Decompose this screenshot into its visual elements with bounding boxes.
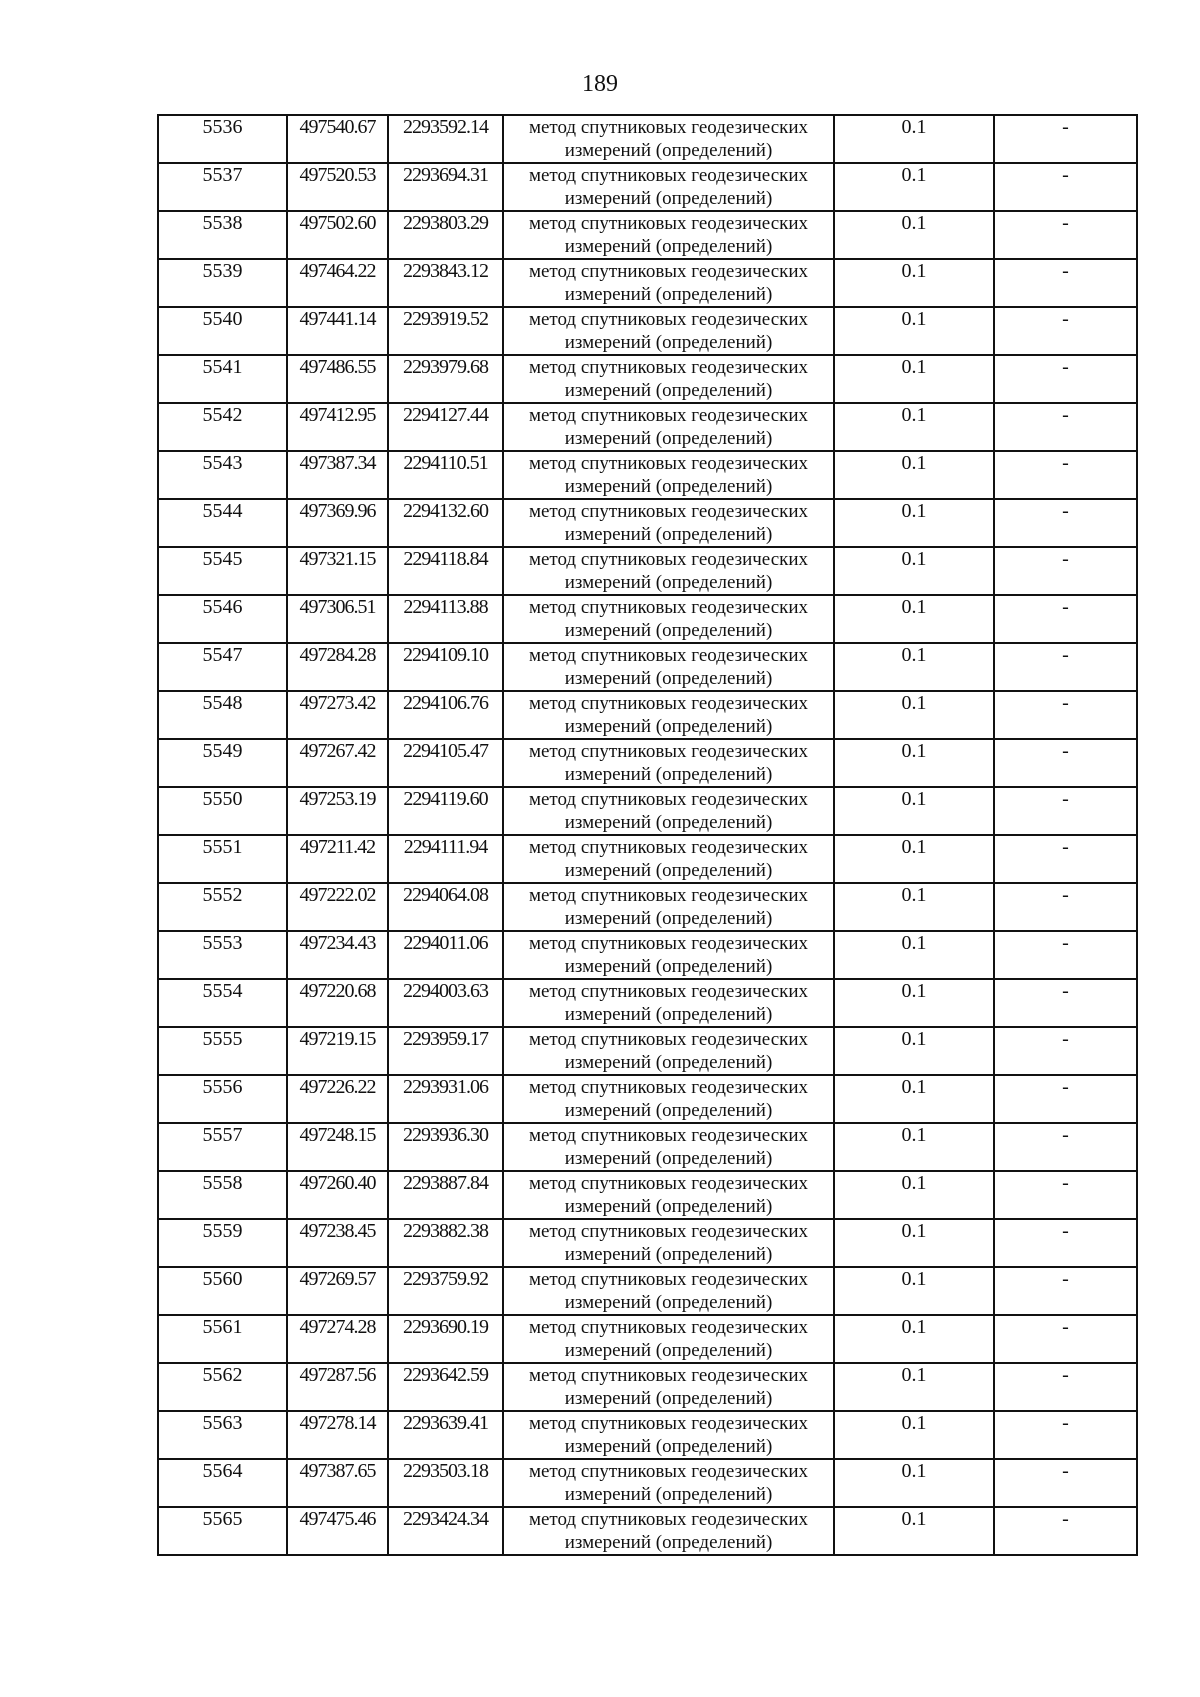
accuracy-cell: 0.1 (834, 1363, 994, 1411)
point-number-cell: 5551 (158, 835, 287, 883)
table-row (158, 547, 1137, 595)
note-cell: - (994, 1219, 1137, 1267)
x-coordinate-cell: 497464.22 (287, 259, 388, 307)
method-text-line-2: измерений (определений) (564, 188, 773, 209)
accuracy-cell: 0.1 (834, 259, 994, 307)
method-cell (503, 307, 834, 355)
method-cell (503, 115, 834, 163)
x-coordinate-cell: 497226.22 (287, 1075, 388, 1123)
note-cell: - (994, 883, 1137, 931)
method-cell (503, 355, 834, 403)
accuracy-cell: 0.1 (834, 691, 994, 739)
note-cell: - (994, 259, 1137, 307)
y-coordinate-cell: 2293503.18 (388, 1459, 503, 1507)
y-coordinate-cell: 2293959.17 (388, 1027, 503, 1075)
table-row (158, 403, 1137, 451)
x-coordinate-cell: 497238.45 (287, 1219, 388, 1267)
note-cell: - (994, 163, 1137, 211)
method-text-line-1: метод спутниковых геодезических (528, 213, 809, 234)
method-cell (503, 691, 834, 739)
point-number-cell: 5542 (158, 403, 287, 451)
y-coordinate-cell: 2294106.76 (388, 691, 503, 739)
table-row (158, 1027, 1137, 1075)
method-cell (503, 787, 834, 835)
method-text-line-2: измерений (определений) (564, 620, 773, 641)
x-coordinate-cell: 497306.51 (287, 595, 388, 643)
method-text-line-1: метод спутниковых геодезических (528, 981, 809, 1002)
method-cell (503, 643, 834, 691)
accuracy-cell: 0.1 (834, 1027, 994, 1075)
x-coordinate-cell: 497269.57 (287, 1267, 388, 1315)
method-cell (503, 1315, 834, 1363)
method-text-line-1: метод спутниковых геодезических (528, 1317, 809, 1338)
point-number-cell: 5549 (158, 739, 287, 787)
method-text-line-2: измерений (определений) (564, 284, 773, 305)
note-cell: - (994, 1363, 1137, 1411)
x-coordinate-cell: 497253.19 (287, 787, 388, 835)
note-cell: - (994, 307, 1137, 355)
method-text-line-1: метод спутниковых геодезических (528, 357, 809, 378)
y-coordinate-cell: 2293843.12 (388, 259, 503, 307)
note-cell: - (994, 355, 1137, 403)
x-coordinate-cell: 497540.67 (287, 115, 388, 163)
point-number-cell: 5536 (158, 115, 287, 163)
note-cell: - (994, 931, 1137, 979)
accuracy-cell: 0.1 (834, 835, 994, 883)
x-coordinate-cell: 497284.28 (287, 643, 388, 691)
method-cell (503, 1123, 834, 1171)
y-coordinate-cell: 2294105.47 (388, 739, 503, 787)
y-coordinate-cell: 2293803.29 (388, 211, 503, 259)
x-coordinate-cell: 497260.40 (287, 1171, 388, 1219)
table-row (158, 1171, 1137, 1219)
table-row (158, 355, 1137, 403)
table-row (158, 835, 1137, 883)
method-cell (503, 163, 834, 211)
method-text-line-1: метод спутниковых геодезических (528, 165, 809, 186)
point-number-cell: 5548 (158, 691, 287, 739)
point-number-cell: 5539 (158, 259, 287, 307)
method-text-line-2: измерений (определений) (564, 1340, 773, 1361)
accuracy-cell: 0.1 (834, 643, 994, 691)
method-cell (503, 547, 834, 595)
point-number-cell: 5553 (158, 931, 287, 979)
table-row (158, 931, 1137, 979)
method-cell (503, 1267, 834, 1315)
accuracy-cell: 0.1 (834, 547, 994, 595)
accuracy-cell: 0.1 (834, 787, 994, 835)
method-text-line-1: метод спутниковых геодезических (528, 1173, 809, 1194)
method-text-line-1: метод спутниковых геодезических (528, 693, 809, 714)
x-coordinate-cell: 497387.34 (287, 451, 388, 499)
note-cell: - (994, 1075, 1137, 1123)
note-cell: - (994, 691, 1137, 739)
method-text-line-2: измерений (определений) (564, 1532, 773, 1553)
point-number-cell: 5546 (158, 595, 287, 643)
accuracy-cell: 0.1 (834, 595, 994, 643)
method-text-line-2: измерений (определений) (564, 380, 773, 401)
y-coordinate-cell: 2293882.38 (388, 1219, 503, 1267)
method-text-line-2: измерений (определений) (564, 524, 773, 545)
table-row (158, 595, 1137, 643)
method-text-line-2: измерений (определений) (564, 1148, 773, 1169)
x-coordinate-cell: 497369.96 (287, 499, 388, 547)
note-cell: - (994, 115, 1137, 163)
method-text-line-1: метод спутниковых геодезических (528, 933, 809, 954)
table-row (158, 1075, 1137, 1123)
method-cell (503, 403, 834, 451)
point-number-cell: 5544 (158, 499, 287, 547)
method-text-line-1: метод спутниковых геодезических (528, 885, 809, 906)
method-text-line-2: измерений (определений) (564, 956, 773, 977)
x-coordinate-cell: 497219.15 (287, 1027, 388, 1075)
method-text-line-2: измерений (определений) (564, 1292, 773, 1313)
note-cell: - (994, 403, 1137, 451)
coordinates-table (157, 114, 1138, 1556)
point-number-cell: 5550 (158, 787, 287, 835)
method-cell (503, 1219, 834, 1267)
method-text-line-2: измерений (определений) (564, 428, 773, 449)
accuracy-cell: 0.1 (834, 115, 994, 163)
x-coordinate-cell: 497211.42 (287, 835, 388, 883)
note-cell: - (994, 1171, 1137, 1219)
method-text-line-2: измерений (определений) (564, 1436, 773, 1457)
method-text-line-1: метод спутниковых геодезических (528, 549, 809, 570)
method-text-line-1: метод спутниковых геодезических (528, 117, 809, 138)
method-text-line-2: измерений (определений) (564, 716, 773, 737)
y-coordinate-cell: 2293424.34 (388, 1507, 503, 1555)
table-row (158, 499, 1137, 547)
method-text-line-2: измерений (определений) (564, 1004, 773, 1025)
note-cell: - (994, 979, 1137, 1027)
accuracy-cell: 0.1 (834, 403, 994, 451)
table-row (158, 451, 1137, 499)
note-cell: - (994, 1507, 1137, 1555)
accuracy-cell: 0.1 (834, 739, 994, 787)
accuracy-cell: 0.1 (834, 1075, 994, 1123)
point-number-cell: 5564 (158, 1459, 287, 1507)
method-cell (503, 1171, 834, 1219)
method-text-line-1: метод спутниковых геодезических (528, 1029, 809, 1050)
point-number-cell: 5537 (158, 163, 287, 211)
method-cell (503, 1075, 834, 1123)
method-cell (503, 1027, 834, 1075)
accuracy-cell: 0.1 (834, 979, 994, 1027)
method-text-line-1: метод спутниковых геодезических (528, 1077, 809, 1098)
note-cell: - (994, 595, 1137, 643)
y-coordinate-cell: 2293690.19 (388, 1315, 503, 1363)
method-cell (503, 1507, 834, 1555)
y-coordinate-cell: 2293979.68 (388, 355, 503, 403)
accuracy-cell: 0.1 (834, 1267, 994, 1315)
accuracy-cell: 0.1 (834, 883, 994, 931)
method-text-line-2: измерений (определений) (564, 1100, 773, 1121)
table-row (158, 1459, 1137, 1507)
coordinates-table-body (158, 115, 1137, 1555)
table-row (158, 1315, 1137, 1363)
note-cell: - (994, 1027, 1137, 1075)
method-text-line-1: метод спутниковых геодезических (528, 1269, 809, 1290)
y-coordinate-cell: 2294110.51 (388, 451, 503, 499)
table-row (158, 1363, 1137, 1411)
y-coordinate-cell: 2294113.88 (388, 595, 503, 643)
method-cell (503, 739, 834, 787)
page-number: 189 (582, 71, 618, 97)
table-row (158, 691, 1137, 739)
y-coordinate-cell: 2293759.92 (388, 1267, 503, 1315)
point-number-cell: 5555 (158, 1027, 287, 1075)
y-coordinate-cell: 2294109.10 (388, 643, 503, 691)
y-coordinate-cell: 2294011.06 (388, 931, 503, 979)
method-cell (503, 595, 834, 643)
accuracy-cell: 0.1 (834, 499, 994, 547)
accuracy-cell: 0.1 (834, 931, 994, 979)
point-number-cell: 5561 (158, 1315, 287, 1363)
method-text-line-2: измерений (определений) (564, 1484, 773, 1505)
y-coordinate-cell: 2294111.94 (388, 835, 503, 883)
accuracy-cell: 0.1 (834, 1315, 994, 1363)
x-coordinate-cell: 497267.42 (287, 739, 388, 787)
method-text-line-2: измерений (определений) (564, 140, 773, 161)
table-row (158, 1507, 1137, 1555)
method-text-line-2: измерений (определений) (564, 1052, 773, 1073)
note-cell: - (994, 1315, 1137, 1363)
accuracy-cell: 0.1 (834, 1123, 994, 1171)
method-text-line-2: измерений (определений) (564, 668, 773, 689)
table-row (158, 115, 1137, 163)
x-coordinate-cell: 497222.02 (287, 883, 388, 931)
method-text-line-1: метод спутниковых геодезических (528, 261, 809, 282)
method-text-line-2: измерений (определений) (564, 1388, 773, 1409)
table-row (158, 643, 1137, 691)
point-number-cell: 5562 (158, 1363, 287, 1411)
method-text-line-2: измерений (определений) (564, 332, 773, 353)
note-cell: - (994, 1411, 1137, 1459)
y-coordinate-cell: 2294127.44 (388, 403, 503, 451)
method-text-line-1: метод спутниковых геодезических (528, 645, 809, 666)
table-row (158, 1411, 1137, 1459)
method-cell (503, 1363, 834, 1411)
accuracy-cell: 0.1 (834, 1459, 994, 1507)
method-cell (503, 1411, 834, 1459)
method-text-line-2: измерений (определений) (564, 236, 773, 257)
note-cell: - (994, 1459, 1137, 1507)
x-coordinate-cell: 497248.15 (287, 1123, 388, 1171)
point-number-cell: 5554 (158, 979, 287, 1027)
method-text-line-1: метод спутниковых геодезических (528, 1221, 809, 1242)
x-coordinate-cell: 497321.15 (287, 547, 388, 595)
y-coordinate-cell: 2293931.06 (388, 1075, 503, 1123)
method-text-line-1: метод спутниковых геодезических (528, 741, 809, 762)
method-cell (503, 1459, 834, 1507)
y-coordinate-cell: 2294118.84 (388, 547, 503, 595)
x-coordinate-cell: 497520.53 (287, 163, 388, 211)
point-number-cell: 5538 (158, 211, 287, 259)
table-row (158, 307, 1137, 355)
accuracy-cell: 0.1 (834, 355, 994, 403)
y-coordinate-cell: 2293936.30 (388, 1123, 503, 1171)
y-coordinate-cell: 2294132.60 (388, 499, 503, 547)
x-coordinate-cell: 497502.60 (287, 211, 388, 259)
accuracy-cell: 0.1 (834, 1219, 994, 1267)
y-coordinate-cell: 2293887.84 (388, 1171, 503, 1219)
point-number-cell: 5565 (158, 1507, 287, 1555)
table-row (158, 163, 1137, 211)
x-coordinate-cell: 497387.65 (287, 1459, 388, 1507)
y-coordinate-cell: 2294119.60 (388, 787, 503, 835)
table-row (158, 739, 1137, 787)
note-cell: - (994, 787, 1137, 835)
method-cell (503, 451, 834, 499)
table-row (158, 979, 1137, 1027)
accuracy-cell: 0.1 (834, 163, 994, 211)
table-row (158, 1267, 1137, 1315)
note-cell: - (994, 499, 1137, 547)
x-coordinate-cell: 497220.68 (287, 979, 388, 1027)
y-coordinate-cell: 2293694.31 (388, 163, 503, 211)
method-text-line-2: измерений (определений) (564, 1196, 773, 1217)
x-coordinate-cell: 497475.46 (287, 1507, 388, 1555)
y-coordinate-cell: 2293592.14 (388, 115, 503, 163)
note-cell: - (994, 643, 1137, 691)
point-number-cell: 5540 (158, 307, 287, 355)
accuracy-cell: 0.1 (834, 307, 994, 355)
note-cell: - (994, 739, 1137, 787)
x-coordinate-cell: 497486.55 (287, 355, 388, 403)
accuracy-cell: 0.1 (834, 211, 994, 259)
note-cell: - (994, 1267, 1137, 1315)
point-number-cell: 5556 (158, 1075, 287, 1123)
method-cell (503, 931, 834, 979)
point-number-cell: 5563 (158, 1411, 287, 1459)
table-row (158, 787, 1137, 835)
point-number-cell: 5547 (158, 643, 287, 691)
accuracy-cell: 0.1 (834, 1507, 994, 1555)
y-coordinate-cell: 2293919.52 (388, 307, 503, 355)
accuracy-cell: 0.1 (834, 1171, 994, 1219)
method-text-line-1: метод спутниковых геодезических (528, 837, 809, 858)
method-cell (503, 979, 834, 1027)
table-row (158, 211, 1137, 259)
method-text-line-1: метод спутниковых геодезических (528, 1509, 809, 1530)
point-number-cell: 5560 (158, 1267, 287, 1315)
table-row (158, 259, 1137, 307)
point-number-cell: 5552 (158, 883, 287, 931)
method-text-line-1: метод спутниковых геодезических (528, 1413, 809, 1434)
x-coordinate-cell: 497273.42 (287, 691, 388, 739)
method-cell (503, 883, 834, 931)
table-row (158, 1219, 1137, 1267)
x-coordinate-cell: 497287.56 (287, 1363, 388, 1411)
note-cell: - (994, 451, 1137, 499)
note-cell: - (994, 547, 1137, 595)
method-text-line-1: метод спутниковых геодезических (528, 1461, 809, 1482)
accuracy-cell: 0.1 (834, 451, 994, 499)
method-text-line-2: измерений (определений) (564, 572, 773, 593)
method-text-line-1: метод спутниковых геодезических (528, 789, 809, 810)
method-text-line-2: измерений (определений) (564, 764, 773, 785)
method-text-line-2: измерений (определений) (564, 908, 773, 929)
point-number-cell: 5557 (158, 1123, 287, 1171)
method-text-line-1: метод спутниковых геодезических (528, 309, 809, 330)
note-cell: - (994, 835, 1137, 883)
point-number-cell: 5558 (158, 1171, 287, 1219)
point-number-cell: 5541 (158, 355, 287, 403)
point-number-cell: 5559 (158, 1219, 287, 1267)
method-text-line-1: метод спутниковых геодезических (528, 501, 809, 522)
table-row (158, 883, 1137, 931)
x-coordinate-cell: 497274.28 (287, 1315, 388, 1363)
y-coordinate-cell: 2293639.41 (388, 1411, 503, 1459)
y-coordinate-cell: 2294003.63 (388, 979, 503, 1027)
method-text-line-2: измерений (определений) (564, 860, 773, 881)
method-cell (503, 835, 834, 883)
method-text-line-1: метод спутниковых геодезических (528, 597, 809, 618)
method-text-line-2: измерений (определений) (564, 812, 773, 833)
point-number-cell: 5543 (158, 451, 287, 499)
accuracy-cell: 0.1 (834, 1411, 994, 1459)
method-text-line-1: метод спутниковых геодезических (528, 405, 809, 426)
method-cell (503, 211, 834, 259)
note-cell: - (994, 211, 1137, 259)
x-coordinate-cell: 497441.14 (287, 307, 388, 355)
method-text-line-2: измерений (определений) (564, 476, 773, 497)
note-cell: - (994, 1123, 1137, 1171)
x-coordinate-cell: 497278.14 (287, 1411, 388, 1459)
table-row (158, 1123, 1137, 1171)
method-text-line-1: метод спутниковых геодезических (528, 1125, 809, 1146)
point-number-cell: 5545 (158, 547, 287, 595)
y-coordinate-cell: 2294064.08 (388, 883, 503, 931)
x-coordinate-cell: 497412.95 (287, 403, 388, 451)
y-coordinate-cell: 2293642.59 (388, 1363, 503, 1411)
method-cell (503, 259, 834, 307)
method-cell (503, 499, 834, 547)
method-text-line-1: метод спутниковых геодезических (528, 453, 809, 474)
x-coordinate-cell: 497234.43 (287, 931, 388, 979)
method-text-line-1: метод спутниковых геодезических (528, 1365, 809, 1386)
method-text-line-2: измерений (определений) (564, 1244, 773, 1265)
